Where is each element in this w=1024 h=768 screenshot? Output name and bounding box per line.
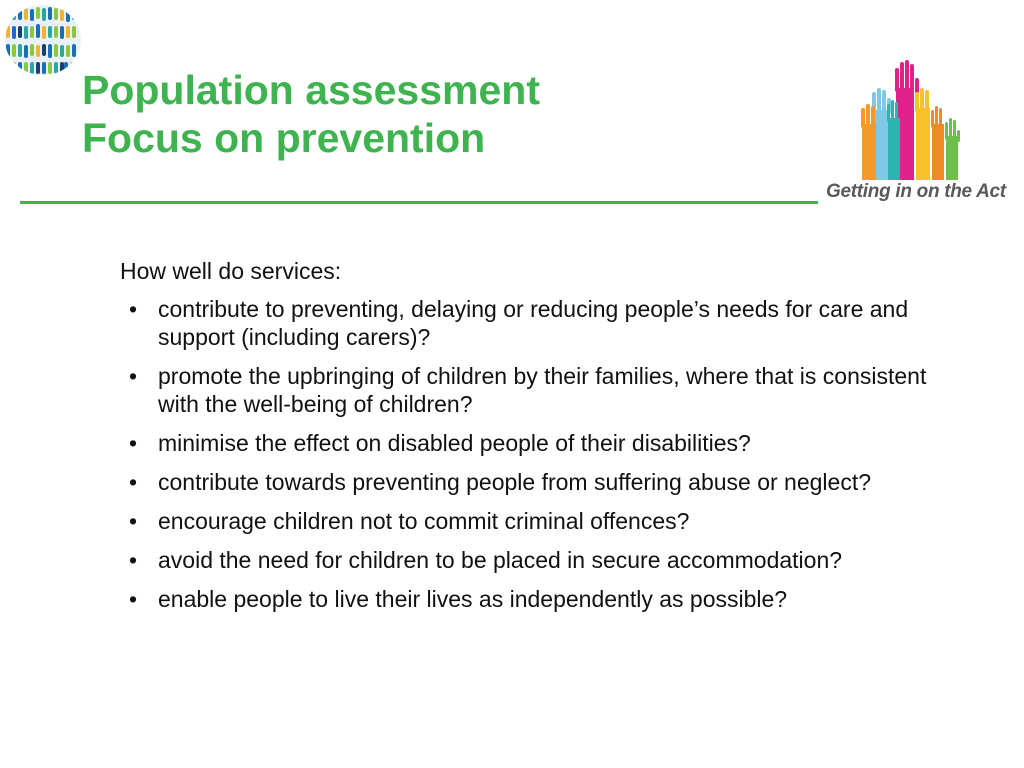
bullet-icon: •	[129, 296, 138, 322]
list-item: • promote the upbringing of children by their families, where that is consistent with the well-being of children?	[129, 363, 927, 417]
list-item: • enable people to live their lives as independently as possible?	[129, 586, 788, 612]
people-circle-logo-icon	[4, 4, 82, 76]
title-line-1: Population assessment	[82, 67, 540, 113]
bullet-icon: •	[129, 586, 138, 612]
list-item: • minimise the effect on disabled people of their disabilities?	[129, 430, 751, 456]
bullet-list	[120, 295, 940, 613]
list-item: • encourage children not to commit criminal offences?	[129, 508, 690, 534]
bullet-icon: •	[129, 508, 138, 534]
logo-tagline: Getting in on the Act	[826, 181, 1006, 202]
title-line-2: Focus on prevention	[82, 115, 486, 161]
bullet-icon: •	[129, 469, 138, 495]
bullet-icon: •	[129, 547, 138, 573]
raised-hands-logo-icon	[858, 58, 968, 180]
title-divider	[20, 201, 818, 204]
list-item: • avoid the need for children to be placed in secure accommodation?	[129, 547, 843, 573]
list-item: • contribute towards preventing people from suffering abuse or neglect?	[129, 469, 872, 495]
list-item: • contribute to preventing, delaying or reducing people’s needs for care and support (including carers)?	[129, 296, 909, 350]
intro-text: How well do services:	[120, 258, 342, 284]
slide-body	[120, 257, 940, 624]
slide-title	[82, 66, 540, 162]
bullet-icon: •	[129, 363, 138, 389]
bullet-icon: •	[129, 430, 138, 456]
